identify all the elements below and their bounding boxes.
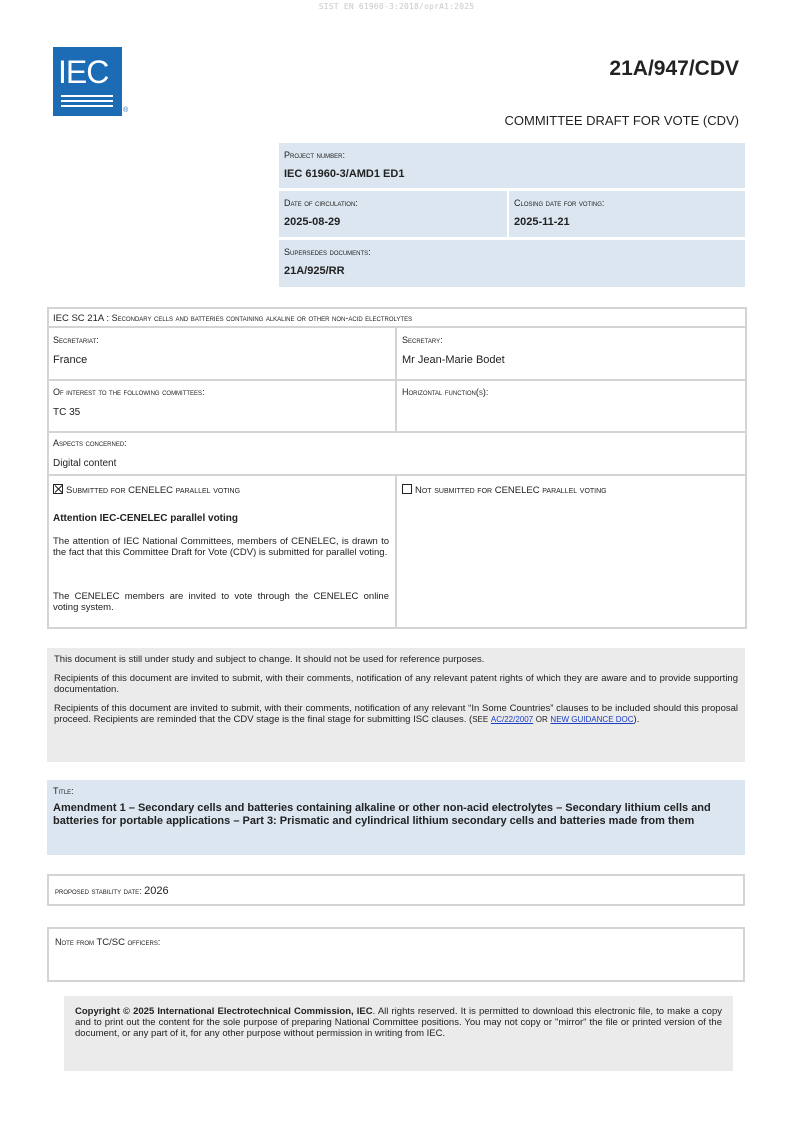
attention-paragraph-2: The CENELEC members are invited to vote through the CENELEC online voting system. bbox=[53, 591, 389, 613]
supersedes-docs: 21A/925/RR bbox=[284, 265, 345, 277]
registered-mark: ® bbox=[123, 107, 129, 114]
watermark: SIST EN 61960-3:2018/oprA1:2025 bbox=[318, 2, 475, 11]
committee-table bbox=[47, 307, 747, 629]
attention-heading: Attention IEC-CENELEC parallel voting bbox=[53, 513, 239, 524]
secretariat-value: France bbox=[53, 354, 88, 366]
project-number: IEC 61960-3/AMD1 ED1 bbox=[284, 168, 405, 180]
document-type: COMMITTEE DRAFT FOR VOTE (CDV) bbox=[504, 113, 739, 128]
closing-date: 2025-11-21 bbox=[514, 216, 570, 228]
stability-value: 2026 bbox=[144, 885, 169, 897]
copyright-text: Copyright © 2025 International Electrotechnical Commission, IEC. All rights reserved. It is permitted to download this electronic file, to make a copy and to print out the content for the sole purpose of preparing National Committee positions. You may not copy or "mirror" the file or printed version of the document, or any part of it, for any other purpose without permission in writing from IEC. bbox=[75, 1006, 722, 1039]
new-guidance-doc-link[interactable]: NEW GUIDANCE DOC bbox=[550, 715, 634, 724]
horizontal-label: Horizontal function(s): bbox=[402, 387, 489, 397]
aspects-label: Aspects concerned: bbox=[53, 438, 127, 448]
closing-label: Closing date for voting: bbox=[514, 198, 605, 208]
notice-paragraph-3: Recipients of this document are invited to submit, with their comments, notification of any relevant “In Some Countries” clauses to be included should this proposal proceed. Recipients are reminded that the CDV stage is the final stage for submitting ISC clauses. (SEE AC/22/2007 OR NEW GUIDANCE DOC). bbox=[54, 703, 738, 725]
copyright-notice bbox=[64, 996, 733, 1071]
unchecked-checkbox-icon[interactable] bbox=[402, 484, 412, 494]
stability-label: proposed stability date: bbox=[55, 886, 145, 896]
supersedes-label: Supersedes documents: bbox=[284, 247, 371, 257]
iec-logo bbox=[53, 47, 122, 116]
title-label: Title: bbox=[53, 786, 74, 796]
officers-note-box bbox=[47, 927, 745, 982]
sc-title: IEC SC 21A : Secondary cells and batteries containing alkaline or other non-acid electrolytes bbox=[53, 313, 413, 324]
secretariat-label: Secretariat: bbox=[53, 335, 99, 345]
project-number-box bbox=[279, 143, 745, 188]
notice-paragraph-1: This document is still under study and subject to change. It should not be used for reference purposes. bbox=[54, 654, 485, 665]
interest-value: TC 35 bbox=[53, 407, 81, 418]
document-reference: 21A/947/CDV bbox=[609, 57, 739, 80]
ac-22-2007-link[interactable]: AC/22/2007 bbox=[490, 715, 534, 724]
logo-text: IEC bbox=[58, 54, 109, 90]
secretary-value: Mr Jean-Marie Bodet bbox=[402, 354, 505, 366]
checked-checkbox-icon[interactable] bbox=[53, 484, 63, 494]
not-submitted-cenelec-option[interactable]: Not submitted for CENELEC parallel voting bbox=[402, 484, 607, 496]
circulation-box bbox=[279, 191, 507, 237]
submitted-cenelec-option[interactable]: Submitted for CENELEC parallel voting bbox=[53, 484, 240, 496]
officers-note-label: Note from TC/SC officers: bbox=[55, 937, 161, 948]
circulation-date: 2025-08-29 bbox=[284, 216, 341, 228]
stability-date-box bbox=[47, 874, 745, 906]
title-section bbox=[47, 780, 745, 855]
closing-box bbox=[509, 191, 745, 237]
document-title: Amendment 1 – Secondary cells and batteries containing alkaline or other non-acid electrolytes – Secondary lithium cells and batteries for portable applications – Part 3: Prismatic and cylindrical lithium secondary cells and batteries made from them bbox=[53, 802, 711, 827]
attention-paragraph-1: The attention of IEC National Committees, members of CENELEC, is drawn to the fact that this Committee Draft for Vote (CDV) is submitted for parallel voting. bbox=[53, 536, 389, 558]
interest-label: Of interest to the following committees: bbox=[53, 387, 205, 397]
aspects-value: Digital content bbox=[53, 458, 117, 469]
study-notice bbox=[47, 648, 745, 762]
secretary-label: Secretary: bbox=[402, 335, 443, 345]
notice-paragraph-2: Recipients of this document are invited to submit, with their comments, notification of any relevant patent rights of which they are aware and to provide supporting documentation. bbox=[54, 673, 738, 695]
project-number-label: Project number: bbox=[284, 150, 346, 160]
circulation-label: Date of circulation: bbox=[284, 198, 358, 208]
supersedes-box bbox=[279, 240, 745, 287]
